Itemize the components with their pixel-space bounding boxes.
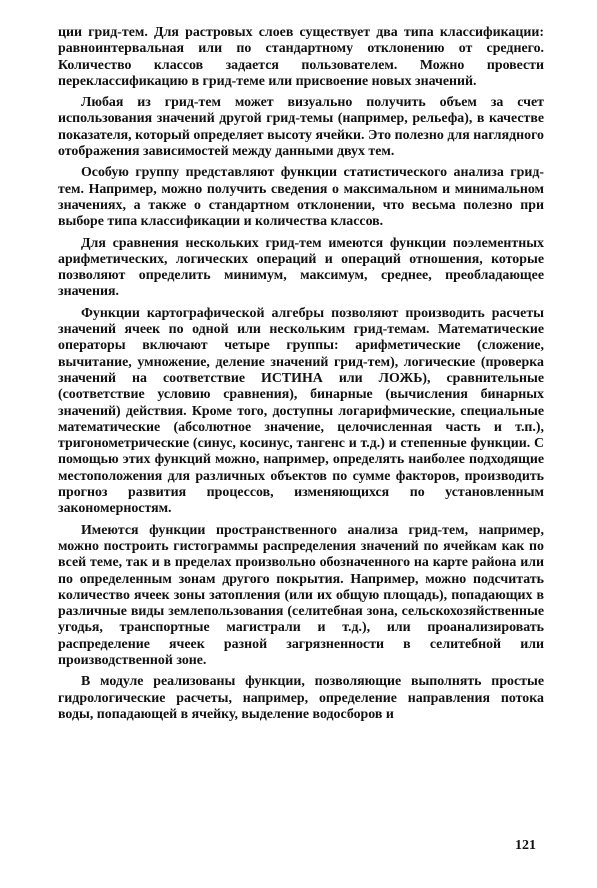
paragraph-4: Для сравнения нескольких грид-тем имеются функции поэлементных арифметических, логических операций и операций отношения, которые позволяют определить минимум, максимум, среднее, преобладающее значения. [58,235,544,300]
paragraph-6: Имеются функции пространственного анализа грид-тем, например, можно построить гистограммы распределения значений по ячейкам как по всей теме, так и в пределах произвольно обозначенного на карте района или по определенным зонам другого покрытия. Например, можно подсчитать количество ячеек зоны затопления (или их общую площадь), попадающих в различные виды землепользования (селитебная зона, сельскохозяйственные угодья, транспортные магистрали и т.д.), или проанализировать распределение ячеек разной загрязненности в селитебной или производственной зоне. [58,522,544,668]
page-number: 121 [515,838,536,853]
paragraph-7: В модуле реализованы функции, позволяющие выполнять простые гидрологические расчеты, например, определение направления потока воды, попадающей в ячейку, выделение водосборов и [58,674,544,722]
paragraph-5: Функции картографической алгебры позволяют производить расчеты значений ячеек по одной или нескольким грид-темам. Математические операторы включают четыре группы: арифметические (сложение, вычитание, умножение, деление значений грид-тем), логические (проверка значений на соответствие ИСТИНА или ЛОЖЬ), сравнительные (соответствие условию сравнения), бинарные (вычисления бинарных значений) действия. Кроме того, доступны логарифмические, специальные математические (абсолютное значение, целочисленная часть и т.п.), тригонометрические (синус, косинус, тангенс и т.д.) и степенные функции. С помощью этих функций можно, например, определять наиболее подходящие местоположения для различных объектов по сумме факторов, производить прогноз развития процессов, изменяющихся по установленным закономерностям. [58,305,544,517]
paragraph-1: ции грид-тем. Для растровых слоев существует два типа классификации: равноинтервальная или по стандартному отклонению от среднего. Количество классов задается пользователем. Можно провести переклассификацию в грид-теме или присвоение новых значений. [58,25,544,89]
paragraph-3: Особую группу представляют функции статистического анализа грид-тем. Например, можно получить сведения о максимальном и минимальном значениях, а также о стандартном отклонении, что весьма полезно при выборе типа классификации и количества классов. [58,165,544,230]
paragraph-2: Любая из грид-тем может визуально получить объем за счет использования значений другой грид-темы (например, рельефа), в качестве показателя, который определяет высоту ячейки. Это полезно для наглядного отображения зависимостей между данными двух тем. [58,95,544,160]
page-body [58,25,544,728]
